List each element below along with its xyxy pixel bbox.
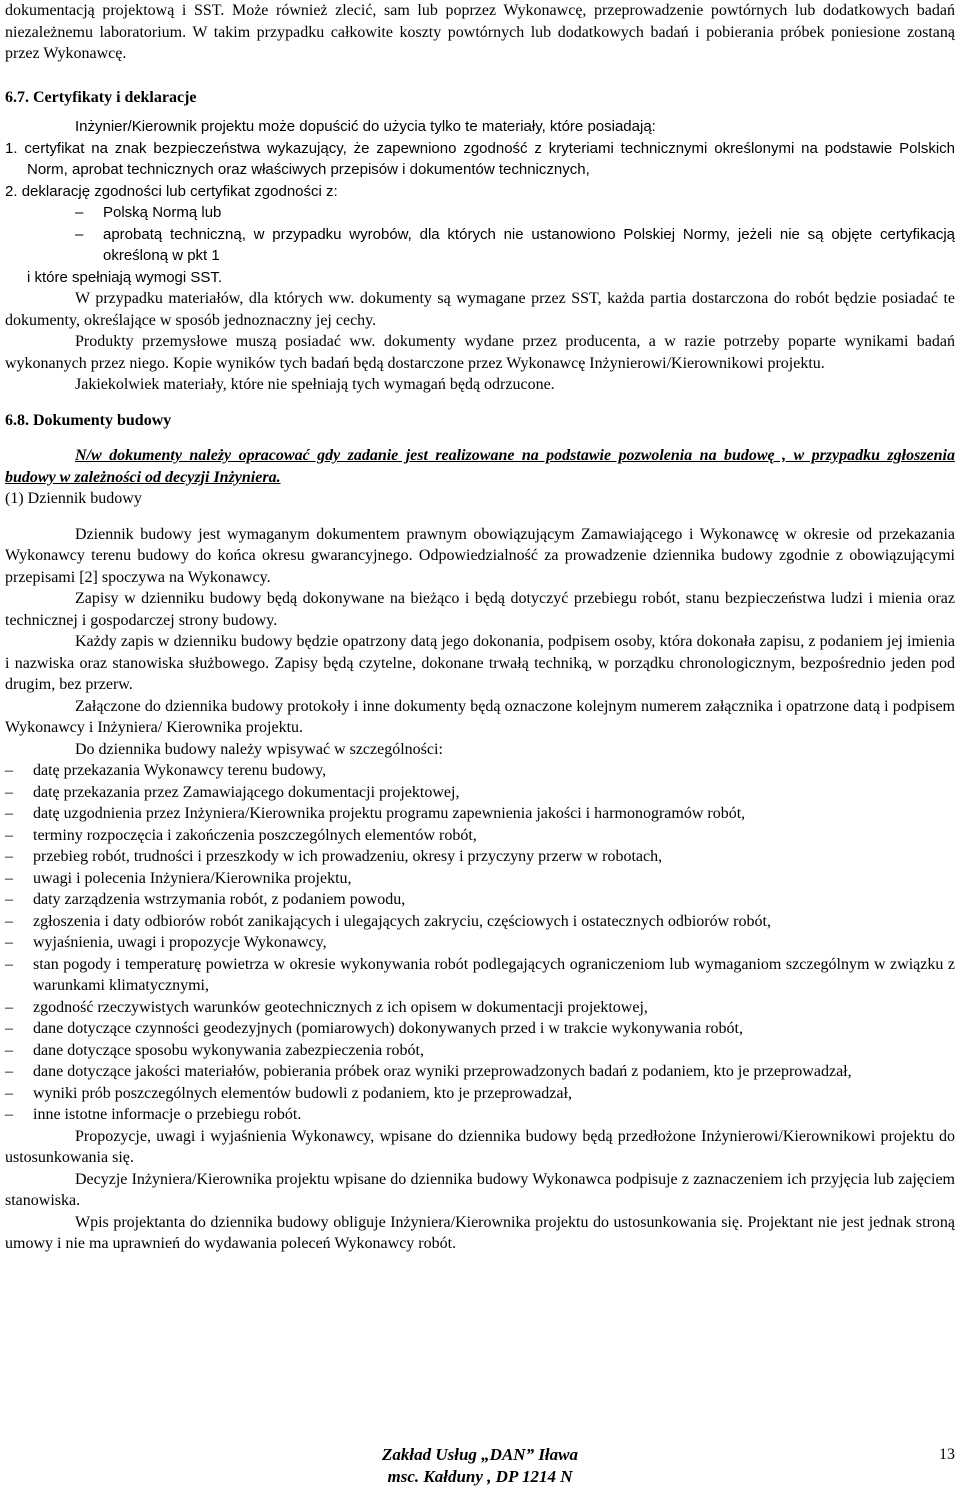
list-number: 1. bbox=[5, 139, 18, 157]
page-number: 13 bbox=[939, 1446, 955, 1463]
list-item-text: certyfikat na znak bezpieczeństwa wykazujący, że zapewniono zgodność z kryteriami technicznymi określonymi na podstawie Polskich Norm, aprobat technicznych oraz właściwych przepisów i dokumentów technicznych, bbox=[24, 139, 956, 178]
section-heading-documents: 6.8. Dokumenty budowy bbox=[5, 411, 172, 429]
paragraph-continuation: dokumentacją projektową i SST. Może również zlecić, sam lub poprzez Wykonawcę, przeprowadzenie powtórnych lub dodatkowych badań niezależnemu laboratorium. W takim przypadku całkowite koszty powtórnych lub dodatkowych badań i pobierania próbek poniesione zostaną przez Wykonawcę. bbox=[5, 2, 955, 62]
list-item: – inne istotne informacje o przebiegu robót. bbox=[5, 1104, 955, 1126]
list-item: – daty zarządzenia wstrzymania robót, z podaniem powodu, bbox=[5, 889, 955, 911]
list-item: – datę uzgodnienia przez Inżyniera/Kierownika projektu programu zapewnienia jakości i harmonogramów robót, bbox=[5, 803, 955, 825]
paragraph: Wpis projektanta do dziennika budowy obliguje Inżyniera/Kierownika projektu do ustosunkowania się. Projektant nie jest jednak stroną umowy i nie ma uprawnień do wydawania poleceń Wykonawcy robót. bbox=[5, 1213, 955, 1252]
subheading-site-diary: (1) Dziennik budowy bbox=[5, 490, 142, 507]
list-item: – wyjaśnienia, uwagi i propozycje Wykonawcy, bbox=[5, 932, 955, 954]
list-item: – dane dotyczące sposobu wykonywania zabezpieczenia robót, bbox=[5, 1040, 955, 1062]
paragraph: Jakiekolwiek materiały, które nie spełniają tych wymagań będą odrzucone. bbox=[75, 376, 555, 393]
paragraph: Produkty przemysłowe muszą posiadać ww. dokumenty wydane przez producenta, a w razie potrzeby poparte wynikami badań wykonanych przez niego. Kopie wyników tych badań będą dostarczone przez Wykonawcę Inżynierowi/Kierownikowi projektu. bbox=[5, 333, 955, 372]
list-item-2 bbox=[5, 181, 955, 203]
list-item-1 bbox=[5, 138, 955, 181]
section-heading-certificates: 6.7. Certyfikaty i deklaracje bbox=[5, 88, 197, 106]
list-number: 2. bbox=[5, 182, 18, 200]
list-item: – zgłoszenia i daty odbiorów robót zanikających i ulegających zakryciu, częściowych i ostatecznych odbiorów robót, bbox=[5, 911, 955, 933]
paragraph: Załączone do dziennika budowy protokoły i inne dokumenty będą oznaczone kolejnym numerem załącznika i opatrzone datą i podpisem Wykonawcy i Inżyniera/ Kierownika projektu. bbox=[5, 697, 955, 736]
list-item: – uwagi i polecenia Inżyniera/Kierownika projektu, bbox=[5, 868, 955, 890]
paragraph: Zapisy w dzienniku budowy będą dokonywane na bieżąco i będą dotyczyć przebiegu robót, stanu bezpieczeństwa ludzi i mienia oraz technicznej i gospodarczej strony budowy. bbox=[5, 590, 955, 629]
list-item: – przebieg robót, trudności i przeszkody w ich prowadzeniu, okresy i przyczyny przerw w robotach, bbox=[5, 846, 955, 868]
diary-entries-list bbox=[5, 760, 955, 1126]
footer-address: msc. Kałduny , DP 1214 N bbox=[387, 1467, 573, 1486]
list-item: – datę przekazania Wykonawcy terenu budowy, bbox=[5, 760, 955, 782]
after-list-text: i które spełniają wymogi SST. bbox=[27, 268, 223, 286]
list-item: – wyniki prób poszczególnych elementów budowli z podaniem, kto je przeprowadzał, bbox=[5, 1083, 955, 1105]
list-item-text: deklarację zgodności lub certyfikat zgodności z: bbox=[21, 182, 338, 200]
list-item: – datę przekazania przez Zamawiającego dokumentacji projektowej, bbox=[5, 782, 955, 804]
page-footer bbox=[0, 1444, 960, 1494]
paragraph: Propozycje, uwagi i wyjaśnienia Wykonawcy, wpisane do dziennika budowy będą przedłożone Inżynierowi/Kierownikowi projektu do ustosunkowania się. bbox=[5, 1127, 955, 1166]
note-italic: N/w dokumenty należy opracować gdy zadanie jest realizowane na podstawie pozwolenia na budowę , w przypadku zgłoszenia budowy w zależności od decyzji Inżyniera. bbox=[5, 447, 955, 486]
footer-company: Zakład Usług „DAN” Iława bbox=[382, 1445, 578, 1464]
list-item: – dane dotyczące czynności geodezyjnych (pomiarowych) dokonywanych przed i w trakcie wykonywania robót, bbox=[5, 1018, 955, 1040]
paragraph: W przypadku materiałów, dla których ww. dokumenty są wymagane przez SST, każda partia dostarczona do robót będzie posiadać te dokumenty, określające w sposób jednoznaczny jej cechy. bbox=[5, 290, 955, 329]
sub-item-technical-approval: – aprobatą techniczną, w przypadku wyrobów, dla których nie ustanowiono Polskiej Normy, jeżeli nie są objęte certyfikacją określoną w pkt 1 bbox=[5, 224, 955, 267]
list-item: – stan pogody i temperaturę powietrza w okresie wykonywania robót podlegających ograniczeniom lub wymaganiom szczególnym w związku z warunkami klimatycznymi, bbox=[5, 954, 955, 997]
list-item: – terminy rozpoczęcia i zakończenia poszczególnych elementów robót, bbox=[5, 825, 955, 847]
list-item: – zgodność rzeczywistych warunków geotechnicznych z ich opisem w dokumentacji projektowej, bbox=[5, 997, 955, 1019]
sub-item-polish-norm: – Polską Normą lub bbox=[5, 202, 955, 224]
paragraph: Dziennik budowy jest wymaganym dokumentem prawnym obowiązującym Zamawiającego i Wykonawcę w okresie od przekazania Wykonawcy terenu budowy do końca okresu gwarancyjnego. Odpowiedzialność za prowadzenie dziennika budowy zgodnie z obowiązującymi przepisami [2] spoczywa na Wykonawcy. bbox=[5, 525, 955, 586]
paragraph: Decyzje Inżyniera/Kierownika projektu wpisane do dziennika budowy Wykonawca podpisuje z zaznaczeniem ich przyjęcia lub zajęciem stanowiska. bbox=[5, 1170, 955, 1209]
list-item: – dane dotyczące jakości materiałów, pobierania próbek oraz wyniki przeprowadzonych badań z podaniem, kto je przeprowadzał, bbox=[5, 1061, 955, 1083]
certificates-intro: Inżynier/Kierownik projektu może dopuścić do użycia tylko te materiały, które posiadają: bbox=[75, 118, 656, 135]
paragraph: Każdy zapis w dzienniku budowy będzie opatrzony datą jego dokonania, podpisem osoby, która dokonała zapisu, z podaniem jej imienia i nazwiska oraz stanowiska służbowego. Zapisy będą czytelne, dokonane trwałą techniką, w porządku chronologicznym, bezpośrednio jeden pod drugim, bez przerw. bbox=[5, 633, 955, 693]
paragraph: Do dziennika budowy należy wpisywać w szczególności: bbox=[75, 740, 443, 758]
